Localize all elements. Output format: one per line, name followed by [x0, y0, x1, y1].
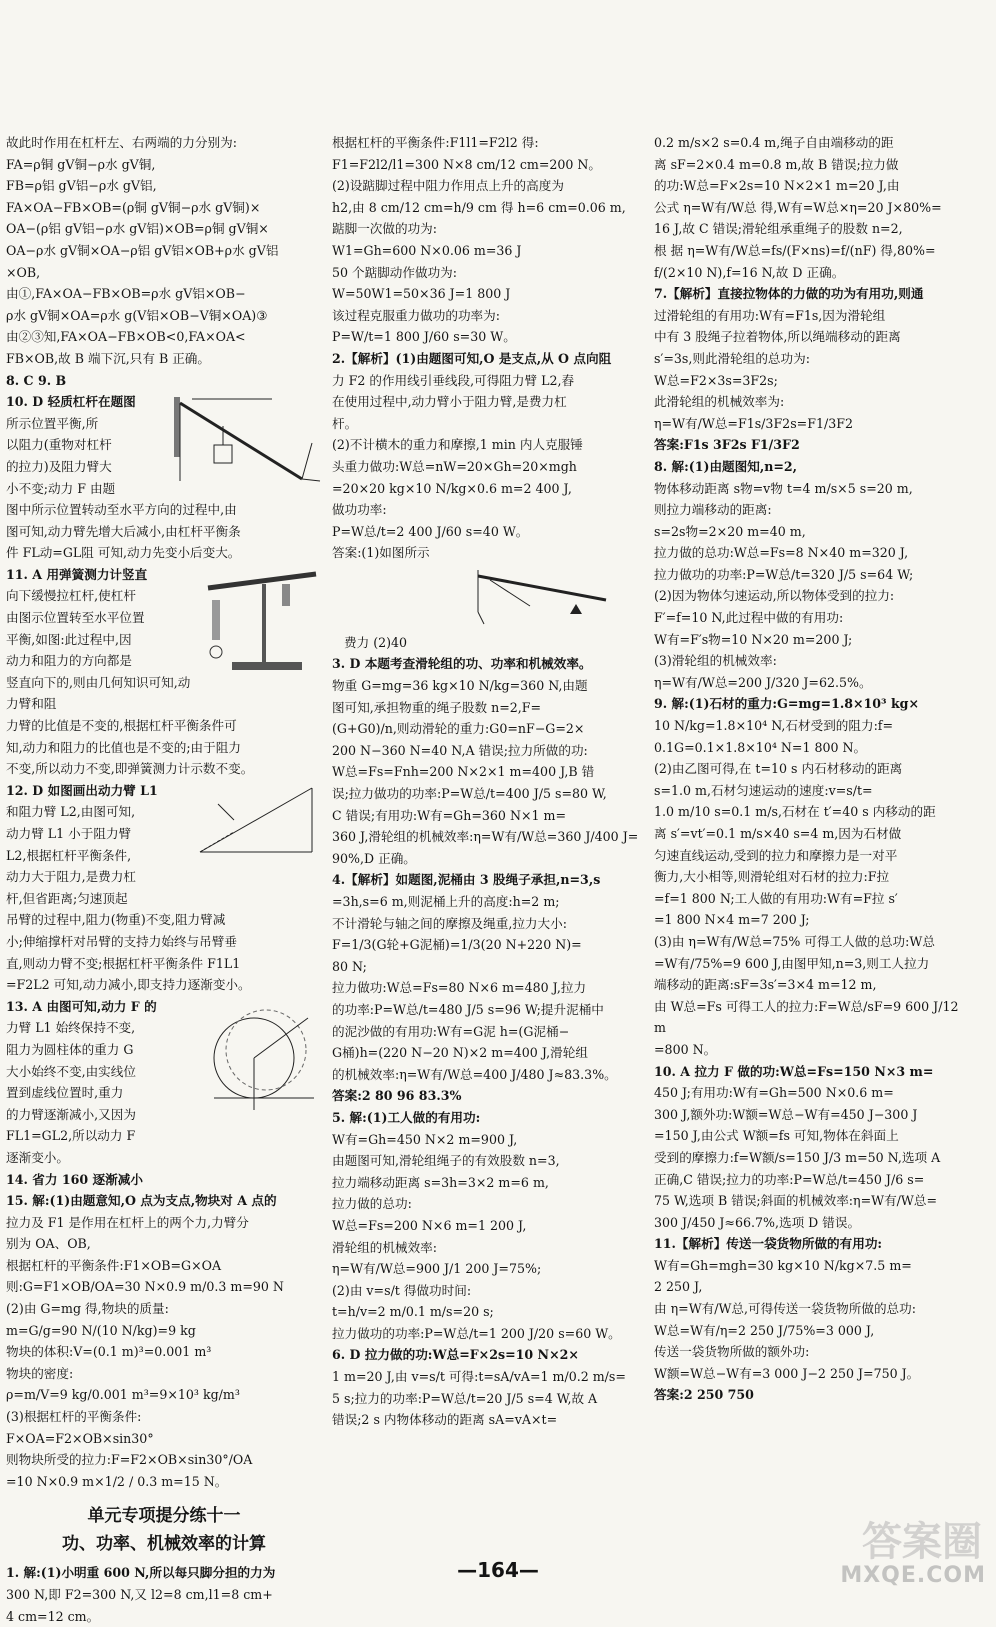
balance-lever-diagram-q11 — [202, 566, 322, 676]
question-6 — [332, 1344, 646, 1430]
text-line: FA=ρ铜 gV铜−ρ水 gV铜, — [6, 156, 156, 172]
answer-2-part-2: 费力 (2)40 — [344, 634, 408, 650]
text-line: W总=F2×3s=3F2s; — [654, 372, 778, 388]
text-line: F′=f=10 N,此过程中做的有用功: — [654, 610, 844, 626]
text-line: 12. D 如图画出动力臂 L1 — [6, 782, 158, 798]
text-line: C 错误;有用功:W有=Gh=360 N×1 m= — [332, 807, 567, 823]
question-8 — [654, 456, 972, 694]
text-line: 则物块所受的拉力:F=F2×OB×sin30°/OA — [6, 1452, 253, 1468]
page-number: —164— — [457, 1558, 539, 1582]
text-line: 件 FL动=GL阻 可知,动力先变小后变大。 — [6, 545, 241, 561]
text-line: 小;伸缩撑杆对吊臂的支持力始终与吊臂垂 — [6, 933, 237, 949]
text-line: 则拉力端移动的距离: — [654, 502, 772, 518]
text-line: 动力和阻力的方向都是 — [6, 653, 132, 669]
text-line: =10 N×0.9 m×1/2 / 0.3 m=15 N。 — [6, 1473, 228, 1489]
text-line: =3h,s=6 m,则泥桶上升的高度:h=2 m; — [332, 894, 560, 909]
text-line: =20×20 kg×10 N/kg×0.6 m=2 400 J, — [332, 480, 572, 496]
text-line: 拉力做的总功: — [332, 1196, 412, 1212]
text-line: 向下缓慢拉杠杆,使杠杆 — [6, 588, 136, 604]
question-10 — [6, 391, 322, 564]
text-line: 5. 解:(1)工人做的有用功: — [332, 1109, 481, 1125]
text-line: 匀速直线运动,受到的拉力和摩擦力是一对平 — [654, 847, 898, 863]
unit-title-line-2: 功、功率、机械效率的计算 — [62, 1534, 266, 1555]
text-line: W总=Fs=Fnh=200 N×2×1 m=400 J,B 错 — [332, 764, 595, 780]
text-line: 端移动的距离:sF=3s′=3×4 m=12 m, — [654, 977, 877, 993]
text-line: 4.【解析】如题图,泥桶由 3 股绳子承担,n=3,s — [332, 872, 601, 888]
question-7 — [654, 283, 972, 456]
question-15 — [6, 1190, 322, 1492]
text-line: 竖直向下的,则由几何知识可知,动力臂和阻 — [6, 674, 191, 712]
text-line: W总=Fs=200 N×6 m=1 200 J, — [332, 1217, 527, 1233]
text-line: 由②③知,FA×OA−FB×OB<0,FA×OA< — [6, 329, 246, 345]
text-line: 拉力做功:W总=Fs=80 N×6 m=480 J,拉力 — [332, 980, 587, 996]
unit-title-line-1: 单元专项提分练十一 — [87, 1506, 241, 1527]
text-line: 1.0 m/10 s=0.1 m/s,石材在 t′=40 s 内移动的距 — [654, 804, 936, 820]
question-2 — [332, 348, 646, 654]
text-line: 杆,但省距离;匀速顶起 — [6, 890, 128, 906]
text-line: G桶)h=(220 N−20 N)×2 m=400 J,滑轮组 — [332, 1045, 588, 1061]
text-line: 力臂 L1 始终保持不变, — [6, 1020, 136, 1036]
text-line: 450 J;有用功:W有=Gh=500 N×0.6 m= — [654, 1085, 894, 1101]
question-11 — [6, 564, 322, 780]
text-line: 11.【解析】传送一袋货物所做的有用功: — [654, 1236, 883, 1252]
answer-14: 14. 省力 160 逐渐减小 — [6, 1171, 143, 1187]
text-line: 10 N/kg=1.8×10⁴ N,石材受到的阻力:f= — [654, 718, 894, 734]
text-line: t=h/v=2 m/0.1 m/s=20 s; — [332, 1304, 494, 1320]
pestle-lever-svg — [470, 566, 610, 630]
text-line: 此滑轮组的机械效率为: — [654, 394, 785, 410]
watermark-logo — [820, 1510, 990, 1590]
text-line: (3)根据杠杆的平衡条件: — [6, 1409, 142, 1425]
text-line: 吊臂的过程中,阻力(物重)不变,阻力臂减 — [6, 912, 226, 928]
text-line: F×OA=F2×OB×sin30° — [6, 1430, 154, 1446]
text-line: (2)不计横木的重力和摩擦,1 min 内人克服锤 — [332, 437, 583, 453]
text-line: 11. A 用弹簧测力计竖直 — [6, 566, 148, 582]
text-line: =f=1 800 N;工人做的有用功:W有=F拉 s′ — [654, 890, 898, 906]
text-line: 公式 η=W有/W总 得,W有=W总×η=20 J×80%= — [654, 199, 942, 215]
text-line: ρ=m/V=9 kg/0.001 m³=9×10³ kg/m³ — [6, 1387, 240, 1403]
pestle-lever-diagram-q2 — [332, 566, 646, 630]
text-line: 4 cm=12 cm。 — [6, 1608, 100, 1624]
text-line: s′=3s,则此滑轮组的总功为: — [654, 350, 810, 366]
text-line: 1. 解:(1)小明重 600 N,所以每只脚分担的力为 — [6, 1565, 276, 1581]
text-line: 动力臂 L1 小于阻力臂 — [6, 826, 132, 841]
text-line: (2)由乙图可得,在 t=10 s 内石材移动的距离 — [654, 761, 903, 777]
text-line: 阻力为圆柱体的重力 G — [6, 1041, 134, 1057]
text-line: W有=F′s物=10 N×20 m=200 J; — [654, 631, 853, 647]
text-line: (2)由 v=s/t 得做功时间: — [332, 1282, 472, 1298]
question-9 — [654, 693, 972, 1060]
text-line: (2)因为物体匀速运动,所以物体受到的拉力: — [654, 588, 895, 604]
text-line: 和阻力臂 L2,由图可知, — [6, 804, 136, 820]
text-line: 物重 G=mg=36 kg×10 N/kg=360 N,由题 — [332, 678, 588, 694]
watermark-url-text: MXQE.COM — [840, 1563, 986, 1588]
text-line: 动力大于阻力,是费力杠 — [6, 869, 136, 885]
text-line: 物块的密度: — [6, 1365, 74, 1381]
text-line: 大小始终不变,由实线位 — [6, 1063, 136, 1079]
text-line: 由题图可知,滑轮组绳子的有效股数 n=3, — [332, 1153, 560, 1169]
text-line: 做功功率: — [332, 502, 387, 518]
text-line: W1=Gh=600 N×0.06 m=36 J — [332, 242, 522, 258]
text-line: OA−(ρ铝 gV铝−ρ水 gV铝)×OB=ρ铜 gV铜× — [6, 221, 269, 237]
text-line: 的机械效率:η=W有/W总=400 J/480 J≈83.3%。 — [332, 1066, 617, 1082]
text-line: W=50W1=50×36 J=1 800 J — [332, 286, 511, 302]
text-line: 200 N−360 N=40 N,A 错误;拉力所做的功: — [332, 742, 588, 758]
text-line: L2,根据杠杆平衡条件, — [6, 847, 132, 863]
text-line: 力臂的比值是不变的,根据杠杆平衡条件可 — [6, 718, 237, 734]
text-line: η=W有/W总=900 J/1 200 J=75%; — [332, 1261, 542, 1277]
text-line: 50 个踮脚动作做功为: — [332, 264, 458, 280]
text-line: F=1/3(G轮+G泥桶)=1/3(20 N+220 N)= — [332, 937, 582, 953]
unit-title — [6, 1502, 322, 1558]
text-line: 不计滑轮与轴之间的摩擦及绳重,拉力大小: — [332, 915, 567, 931]
text-line: 300 N,即 F2=300 N,又 l2=8 cm,l1=8 cm+ — [6, 1587, 273, 1602]
text-line: =150 J,由公式 W额=fs 可知,物体在斜面上 — [654, 1128, 899, 1144]
text-line: 8. 解:(1)由题图知,n=2, — [654, 458, 798, 474]
text-line: (2)由 G=mg 得,物块的质量: — [6, 1301, 169, 1317]
text-line: 300 J/450 J≈66.7%,选项 D 错误。 — [654, 1214, 861, 1230]
question-5 — [332, 1107, 646, 1345]
text-line: s=1.0 m,石材匀速运动的速度:v=s/t= — [654, 782, 873, 798]
text-line: 0.1G=0.1×1.8×10⁴ N=1 800 N。 — [654, 739, 867, 755]
watermark-big-text: 答案圈 — [862, 1519, 982, 1565]
text-line: 图可知,动力臂先增大后减小,由杠杆平衡条 — [6, 523, 241, 539]
text-line: 答案:F1s 3F2s F1/3F2 — [654, 437, 800, 453]
text-line: m=G/g=90 N/(10 N/kg)=9 kg — [6, 1322, 196, 1338]
text-line: 衡力,大小相等,则滑轮组对石材的拉力:F拉 — [654, 869, 890, 885]
text-line: 错误;2 s 内物体移动的距离 sA=vA×t= — [332, 1412, 558, 1428]
text-line: 传送一袋货物所做的额外功: — [654, 1344, 810, 1360]
crane-diagram-q12 — [194, 782, 322, 862]
text-line: 答案:2 250 750 — [654, 1387, 754, 1403]
right-column — [654, 132, 972, 1406]
text-line: 的拉力)及阻力臂大 — [6, 458, 112, 474]
text-line: 正确,C 错误;拉力的功率:P=W总/t=450 J/6 s= — [654, 1171, 925, 1187]
text-line: FB=ρ铝 gV铝−ρ水 gV铝, — [6, 178, 157, 194]
text-line: 根据杠杆的平衡条件:F1×OB=G×OA — [6, 1257, 222, 1273]
text-line: W有=Gh=mgh=30 kg×10 N/kg×7.5 m= — [654, 1257, 912, 1273]
text-line: 13. A 由图可知,动力 F 的 — [6, 998, 157, 1014]
text-line: s=2s物=2×20 m=40 m, — [654, 523, 806, 539]
left-continuation — [6, 132, 322, 370]
text-line: P=W/t=1 800 J/60 s=30 W。 — [332, 329, 516, 345]
text-line: 杆。 — [332, 415, 358, 431]
text-line: W额=W总−W有=3 000 J−2 250 J=750 J。 — [654, 1365, 920, 1381]
text-line: 根据杠杆的平衡条件:F1l1=F2l2 得: — [332, 135, 539, 150]
text-line: 360 J,滑轮组的机械效率:η=W有/W总=360 J/400 J= — [332, 829, 639, 845]
text-line: 由 W总=Fs 可得工人的拉力:F=W总/sF=9 600 J/12 m — [654, 998, 959, 1036]
text-line: 图可知,承担物重的绳子股数 n=2,F= — [332, 699, 542, 715]
question-4 — [332, 869, 646, 1107]
question-6-continued — [654, 132, 972, 283]
text-line: 在使用过程中,动力臂小于阻力臂,是费力杠 — [332, 394, 567, 410]
text-line: 0.2 m/s×2 s=0.4 m,绳子自由端移动的距 — [654, 135, 894, 150]
text-line: 9. 解:(1)石材的重力:G=mg=1.8×10³ kg× — [654, 696, 920, 712]
text-line: =W有/75%=9 600 J,由图甲知,n=3,则工人拉力 — [654, 955, 930, 971]
cylinder-diagram-q13 — [204, 998, 322, 1118]
text-line: 根 据 η=W有/W总=fs/(F×ns)=f/(nF) 得,80%= — [654, 242, 936, 258]
text-line: 离 s′=vt′=0.1 m/s×40 s=4 m,因为石材做 — [654, 826, 902, 841]
text-line: 小不变;动力 F 由题 — [6, 480, 116, 496]
text-line: 力 F2 的作用线引垂线段,可得阻力臂 L2,舂 — [332, 372, 575, 388]
text-line: 16 J,故 C 错误;滑轮组承重绳子的股数 n=2, — [654, 221, 903, 237]
text-line: FA×OA−FB×OB=(ρ铜 gV铜−ρ水 gV铜)× — [6, 199, 261, 215]
text-line: 3. D 本题考查滑轮组的功、功率和机械效率。 — [332, 656, 592, 672]
text-line: 5 s;拉力的功率:P=W总/t=20 J/5 s=4 W,故 A — [332, 1390, 598, 1406]
text-line: 10. D 轻质杠杆在题图 — [6, 394, 136, 410]
question-12 — [6, 780, 322, 996]
text-line: 的功率:P=W总/t=480 J/5 s=96 W;提升泥桶中 — [332, 1001, 604, 1017]
text-line: η=W有/W总=F1s/3F2s=F1/3F2 — [654, 415, 853, 431]
text-line: 置到虚线位置时,重力 — [6, 1085, 124, 1101]
text-line: OA−ρ水 gV铜×OA−ρ铝 gV铝×OB+ρ水 gV铝 — [6, 242, 279, 258]
text-line: 过滑轮组的有用功:W有=F1s,因为滑轮组 — [654, 307, 886, 323]
text-line: 拉力做功的功率:P=W总/t=1 200 J/20 s=60 W。 — [332, 1325, 621, 1341]
text-line: 滑轮组的机械效率: — [332, 1239, 437, 1255]
text-line: 6. D 拉力做的功:W总=F×2s=10 N×2× — [332, 1347, 579, 1363]
text-line: 物体移动距离 s物=v物 t=4 m/s×5 s=20 m, — [654, 480, 913, 496]
question-11 — [654, 1233, 972, 1406]
text-line: (2)设踮脚过程中阻力作用点上升的高度为 — [332, 178, 564, 194]
text-line: (3)由 η=W有/W总=75% 可得工人做的总功:W总 — [654, 933, 935, 949]
text-line: =800 N。 — [654, 1041, 717, 1057]
text-line: 受到的摩擦力:f=W额/s=150 J/3 m=50 N,选项 A — [654, 1149, 941, 1165]
text-line: 15. 解:(1)由题意知,O 点为支点,物块对 A 点的 — [6, 1193, 277, 1209]
middle-column — [332, 132, 646, 1431]
text-line: 别为 OA、OB, — [6, 1236, 91, 1252]
text-line: 2.【解析】(1)由题图可知,O 是支点,从 O 点向阻 — [332, 350, 612, 366]
question-10 — [654, 1061, 972, 1234]
text-line: 由①,FA×OA−FB×OB=ρ水 gV铝×OB− — [6, 286, 246, 302]
text-line: 的功:W总=F×2s=10 N×2×1 m=20 J,由 — [654, 178, 900, 194]
text-line: FL1=GL2,所以动力 F — [6, 1128, 136, 1144]
text-line: 7.【解析】直接拉物体的力做的功为有用功,则通 — [654, 286, 924, 302]
text-line: 逐渐变小。 — [6, 1149, 69, 1165]
text-line: 答案:2 80 96 83.3% — [332, 1088, 462, 1104]
text-line: 物块的体积:V=(0.1 m)³=0.001 m³ — [6, 1344, 212, 1360]
text-line: 的泥沙做的有用功:W有=G泥 h=(G泥桶− — [332, 1023, 570, 1039]
text-line: h2,由 8 cm/12 cm=h/9 cm 得 h=6 cm=0.06 m, — [332, 199, 626, 215]
left-column — [6, 132, 322, 1627]
text-line: 的力臂逐渐减小,又因为 — [6, 1106, 136, 1122]
text-line: 2 250 J, — [654, 1279, 703, 1295]
text-line: FB×OB,故 B 端下沉,只有 B 正确。 — [6, 350, 210, 366]
text-line: W有=Gh=450 N×2 m=900 J, — [332, 1131, 518, 1147]
text-line: 答案:(1)如图所示 — [332, 545, 430, 561]
text-line: 则:G=F1×OB/OA=30 N×0.9 m/0.3 m=90 N — [6, 1279, 284, 1295]
text-line: 离 sF=2×0.4 m=0.8 m,故 B 错误;拉力做 — [654, 156, 899, 172]
text-line: =F2L2 可知,动力减小,即支持力逐渐变小。 — [6, 977, 251, 993]
text-line: 误;拉力做功的功率:P=W总/t=400 J/5 s=80 W, — [332, 786, 607, 802]
text-line: 80 N; — [332, 958, 367, 974]
text-line: 踮脚一次做的功为: — [332, 221, 437, 237]
text-line: 图中所示位置转动至水平方向的过程中,由 — [6, 502, 237, 518]
text-line: 由图示位置转至水平位置 — [6, 610, 145, 626]
text-line: 拉力做的总功:W总=Fs=8 N×40 m=320 J, — [654, 545, 909, 561]
text-line: 300 J,额外功:W额=W总−W有=450 J−300 J — [654, 1106, 918, 1122]
text-line: 中有 3 股绳子拉着物体,所以绳端移动的距离 — [654, 329, 901, 345]
text-line: 拉力做功的功率:P=W总/t=320 J/5 s=64 W; — [654, 566, 914, 582]
text-line: f/(2×10 N),f=16 N,故 D 正确。 — [654, 264, 845, 280]
answer-8-9: 8. C 9. B — [6, 372, 67, 388]
text-line: 不变,所以动力不变,即弹簧测力计示数不变。 — [6, 761, 254, 777]
question-13 — [6, 996, 322, 1169]
text-line: W总=W有/η=2 250 J/75%=3 000 J, — [654, 1322, 875, 1338]
text-line: 由 η=W有/W总,可得传送一袋货物所做的总功: — [654, 1301, 916, 1317]
text-line: 10. A 拉力 F 做的功:W总=Fs=150 N×3 m= — [654, 1063, 934, 1079]
text-line: 90%,D 正确。 — [332, 850, 416, 866]
text-line: 拉力及 F1 是作用在杠杆上的两个力,力臂分 — [6, 1214, 249, 1230]
text-line: (3)滑轮组的机械效率: — [654, 653, 777, 669]
text-line: P=W总/t=2 400 J/60 s=40 W。 — [332, 523, 529, 539]
text-line: 平衡,如图:此过程中,因 — [6, 631, 132, 647]
text-line: F1=F2l2/l1=300 N×8 cm/12 cm=200 N。 — [332, 156, 602, 172]
text-line: ρ水 gV铜×OA=ρ水 g(V铝×OB−V铜×OA)③ — [6, 307, 268, 323]
text-line: 拉力端移动距离 s=3h=3×2 m=6 m, — [332, 1174, 549, 1190]
text-line: 1 m=20 J,由 v=s/t 可得:t=sA/vA=1 m/0.2 m/s= — [332, 1369, 626, 1385]
text-line: ×OB, — [6, 264, 41, 280]
text-line: 直,则动力臂不变;根据杠杆平衡条件 F1L1 — [6, 955, 241, 971]
text-line: 该过程克服重力做功的功率为: — [332, 307, 500, 323]
question-3 — [332, 653, 646, 869]
lever-diagram-q10 — [172, 393, 322, 493]
text-line: (G+G0)/n,则动滑轮的重力:G0=nF−G=2× — [332, 721, 585, 737]
text-line: 所示位置平衡,所 — [6, 415, 99, 431]
text-line: 知,动力和阻力的比值也是不变的;由于阻力 — [6, 739, 241, 755]
text-line: η=W有/W总=200 J/320 J=62.5%。 — [654, 674, 872, 690]
text-line: 75 W,选项 B 错误;斜面的机械效率:η=W有/W总= — [654, 1193, 938, 1209]
text-line: 以阻力(重物对杠杆 — [6, 437, 112, 453]
question-1-continued — [332, 132, 646, 348]
text-line: 故此时作用在杠杆左、右两端的力分别为: — [6, 135, 237, 150]
text-line: =1 800 N×4 m=7 200 J; — [654, 912, 810, 928]
text-line: 头重力做功:W总=nW=20×Gh=20×mgh — [332, 458, 577, 474]
